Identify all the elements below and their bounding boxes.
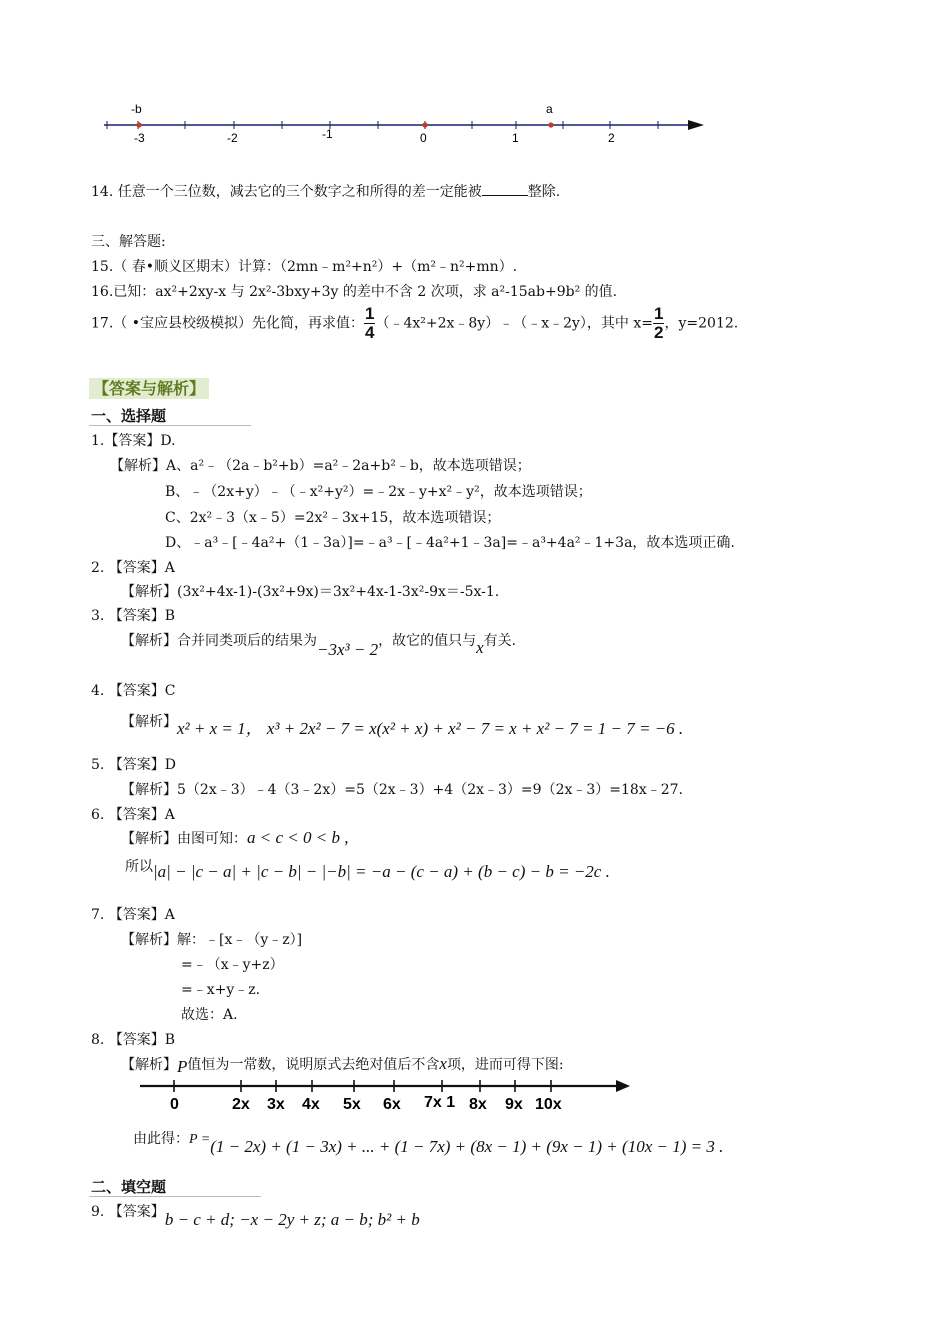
answer-2-analysis: 【解析】(3x²+4x-1)-(3x²+9x)＝3x²+4x-1-3x²-9x＝-5x-1. [121,584,500,600]
answer-7-conclusion: 故选：A. [181,1007,238,1023]
question-17: 17.（ •宝应县校级模拟）先化简，再求值： $\frac{1}{4}$ （﹣4x²+2x﹣8y）﹣（﹣x﹣2y），其中 x= $\frac{1}{2}$ ，y=2012. [91,304,739,342]
tick-label: 2 [608,131,615,145]
section-title-fill: 二、填空题 [91,1178,167,1196]
nl2-label: 8x [469,1096,487,1113]
tick-label: 1 [512,131,519,145]
answer-4-analysis: 【解析】x² + x = 1， x³ + 2x² − 7 = x(x² + x) + x² − 7 = x + x² − 7 = 1 − 7 = −6 . [121,714,684,738]
nl2-label: 2x [232,1096,250,1113]
answer-7-step: =﹣（x﹣y+z） [181,957,284,973]
answers-heading: 【答案与解析】 [89,376,209,399]
nl2-label: 0 [170,1096,179,1113]
answer-1: 1.【答案】D. [91,433,176,449]
label-minus-b: -b [131,102,142,116]
question-15: 15.（ 春•顺义区期末）计算：（2mn﹣m²+n²）+（m²﹣n²+mn）. [91,259,518,275]
point-minus-b [136,122,141,127]
question-16: 16.已知：ax²+2xy-x 与 2x²-3bxy+3y 的差中不含 2 次项，求 a²-15ab+9b² 的值. [91,284,618,300]
label-a: a [546,102,553,116]
point-zero [422,122,427,127]
answer-6-analysis: 【解析】由图可知：a < c < 0 < b , [121,828,349,847]
answer-7-step: =﹣x+y﹣z. [181,982,261,998]
nl2-label: 7x 1 [424,1094,456,1111]
answer-7-analysis: 【解析】解：﹣[x﹣（y﹣z）] [121,932,303,948]
number-line-figure-2 [136,1075,636,1117]
answer-3-analysis: 【解析】合并同类项后的结果为−3x³ − 2，故它的值只与x有关. [121,633,517,659]
tick-label: 0 [420,131,427,145]
answer-2: 2. 【答案】A [91,560,175,576]
fraction-one-half: $\frac{1}{2}$ [654,304,664,342]
answer-3: 3. 【答案】B [91,608,176,624]
answer-4: 4. 【答案】C [91,683,176,699]
answer-1-analysis-b: B、﹣（2x+y）﹣（﹣x²+y²）=﹣2x﹣y+x²﹣y²，故本选项错误； [165,484,592,500]
number-line-figure [100,98,712,150]
answer-5: 5. 【答案】D [91,757,177,773]
nl2-label: 9x [505,1096,523,1113]
answer-8: 8. 【答案】B [91,1032,176,1048]
section-title-solve: 三、解答题: [91,234,166,250]
number-line-arrow [616,1080,630,1092]
tick-label: -3 [134,131,145,145]
answer-6-derivation: 所以|a| − |c − a| + |c − b| − |−b| = −a − (c − a) + (b − c) − b = −2c . [125,859,610,881]
answer-8-result: 由此得：P =(1 − 2x) + (1 − 3x) + ... + (1 − 7x) + (8x − 1) + (9x − 1) + (10x − 1) = 3 . [133,1131,724,1156]
answer-blank [482,181,528,196]
answer-1-analysis-d: D、﹣a³﹣[﹣4a²+（1﹣3a）]=﹣a³﹣[﹣4a²+1﹣3a]=﹣a³+4a²﹣1+3a，故本选项正确. [165,535,735,551]
answer-6: 6. 【答案】A [91,807,175,823]
point-a [548,122,553,127]
answer-5-analysis: 【解析】5（2x﹣3）﹣4（3﹣2x）=5（2x﹣3）+4（2x﹣3）=9（2x﹣3）=18x﹣27. [121,782,683,798]
section-title-choice: 一、选择题 [91,407,167,425]
nl2-label: 3x [267,1096,285,1113]
nl2-label: 4x [302,1096,320,1113]
divider [89,1196,261,1197]
answer-1-analysis-a: 【解析】A、a²﹣（2a﹣b²+b）=a²﹣2a+b²﹣b，故本选项错误； [110,458,531,474]
answer-8-analysis: 【解析】P值恒为一常数，说明原式去绝对值后不含x项，进而可得下图: [121,1054,564,1076]
answer-7: 7. 【答案】A [91,907,175,923]
tick-label: -1 [322,127,333,141]
nl2-label: 6x [383,1096,401,1113]
number-line-arrow [688,120,704,130]
question-14: 14. 任意一个三位数，减去它的三个数字之和所得的差一定能被 整除. [91,181,560,201]
answer-9: 9. 【答案】b − c + d; −x − 2y + z; a − b; b² + b [91,1204,420,1229]
nl2-label: 10x [535,1096,562,1113]
nl2-label: 5x [343,1096,361,1113]
fraction-one-quarter: $\frac{1}{4}$ [364,304,375,342]
answer-1-analysis-c: C、2x²﹣3（x﹣5）=2x²﹣3x+15，故本选项错误； [165,510,501,526]
divider [89,425,251,426]
tick-label: -2 [227,131,238,145]
